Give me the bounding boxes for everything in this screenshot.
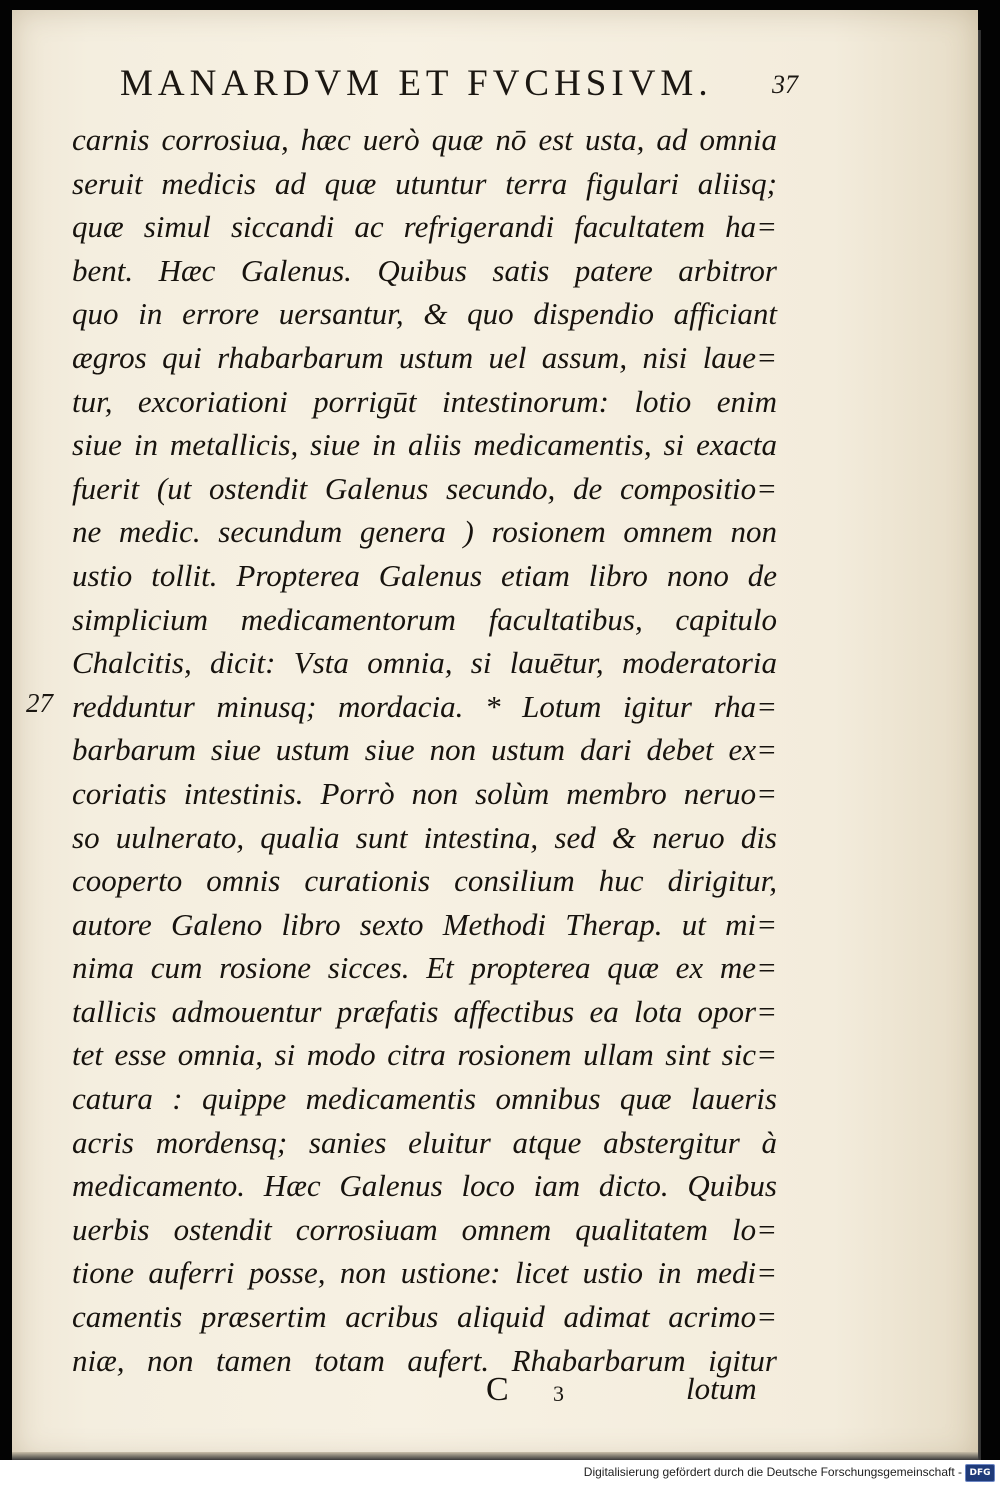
dfg-logo-text: DFG bbox=[969, 1468, 991, 1478]
text-line: redduntur minusq; mordacia. * Lotum igitur rha= bbox=[72, 688, 777, 724]
text-line: so uulnerato, qualia sunt intestina, sed & neruo dis bbox=[72, 819, 777, 855]
signature-mark: C bbox=[486, 1371, 509, 1408]
text-line: barbarum siue ustum siue non ustum dari debet ex= bbox=[72, 732, 777, 768]
text-line: autore Galeno libro sexto Methodi Therap. ut mi= bbox=[72, 906, 777, 942]
page-number: 37 bbox=[772, 70, 798, 99]
text-line: ne medic. secundum genera ) rosionem omnem non bbox=[72, 514, 777, 550]
text-line: tione auferri posse, non ustione: licet ustio in medi= bbox=[72, 1255, 777, 1291]
text-block bbox=[72, 118, 777, 1382]
text-line: simplicium medicamentorum facultatibus, capitulo bbox=[72, 601, 777, 637]
text-line: tallicis admouentur præfatis affectibus ea lota opor= bbox=[72, 993, 777, 1029]
text-line: bent. Hæc Galenus. Quibus satis patere arbitror bbox=[72, 252, 777, 288]
dfg-logo bbox=[965, 1464, 995, 1482]
text-line: fuerit (ut ostendit Galenus secundo, de compositio= bbox=[72, 470, 777, 506]
text-line: siue in metallicis, siue in aliis medicamentis, si exacta bbox=[72, 427, 777, 463]
text-line: tur, excoriationi porrigūt intestinorum: lotio enim bbox=[72, 383, 777, 419]
text-line: coriatis intestinis. Porrò non solùm membro neruo= bbox=[72, 775, 777, 811]
text-line: ustio tollit. Propterea Galenus etiam libro nono de bbox=[72, 557, 777, 593]
text-line: uerbis ostendit corrosiuam omnem qualitatem lo= bbox=[72, 1211, 777, 1247]
text-line: tet esse omnia, si modo citra rosionem ullam sint sic= bbox=[72, 1037, 777, 1073]
text-line: camentis præsertim acribus aliquid adimat acrimo= bbox=[72, 1299, 777, 1335]
text-line: niæ, non tamen totam aufert. Rhabarbarum igitur bbox=[72, 1342, 777, 1378]
digitization-credit: Digitalisierung gefördert durch die Deutsche Forschungsgemeinschaft - bbox=[583, 1465, 962, 1479]
signature-number: 3 bbox=[553, 1381, 564, 1406]
text-line: quo in errore uersantur, & quo dispendio afficiant bbox=[72, 296, 777, 332]
text-line: nima cum rosione sicces. Et propterea quæ ex me= bbox=[72, 950, 777, 986]
text-line: ægros qui rhabarbarum ustum uel assum, nisi laue= bbox=[72, 339, 777, 375]
text-line: seruit medicis ad quæ utuntur terra figulari aliisq; bbox=[72, 165, 777, 201]
page-edge-bottom bbox=[12, 1452, 978, 1460]
text-line: medicamento. Hæc Galenus loco iam dicto. Quibus bbox=[72, 1168, 777, 1204]
text-line: cooperto omnis curationis consilium huc dirigitur, bbox=[72, 863, 777, 899]
text-line: carnis corrosiua, hæc uerò quæ nō est usta, ad omnia bbox=[72, 122, 777, 157]
running-head: MANARDVM ET FVCHSIVM. bbox=[120, 63, 713, 104]
text-line: Chalcitis, dicit: Vsta omnia, si lauētur, moderatoria bbox=[72, 645, 777, 681]
text-line: acris mordensq; sanies eluitur atque abstergitur à bbox=[72, 1124, 777, 1160]
text-line: catura : quippe medicamentis omnibus quæ laueris bbox=[72, 1081, 777, 1117]
margin-note: 27 bbox=[26, 688, 53, 718]
text-line: quæ simul siccandi ac refrigerandi facultatem ha= bbox=[72, 209, 777, 245]
catchword: lotum bbox=[686, 1371, 757, 1406]
